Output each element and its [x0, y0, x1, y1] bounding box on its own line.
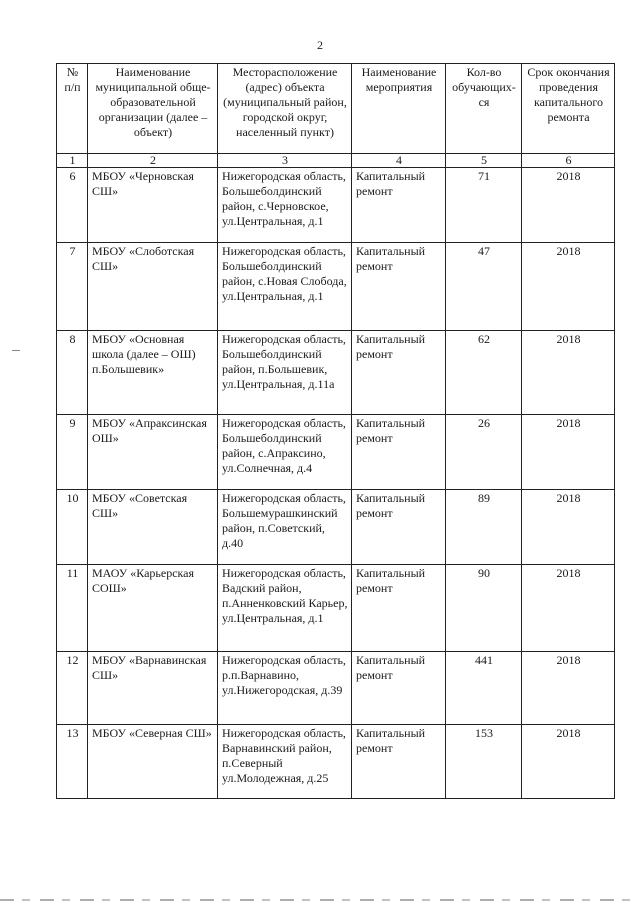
column-number: 4 [352, 154, 446, 168]
students-count: 90 [446, 565, 522, 652]
row-number: 9 [57, 415, 88, 490]
students-count: 47 [446, 243, 522, 331]
organization-address: Нижегородская область, Большеболдинский район, п.Большевик, ул.Центральная, д.11а [218, 331, 352, 415]
activity-name: Капитальный ремонт [352, 415, 446, 490]
deadline-year: 2018 [522, 168, 615, 243]
row-number: 8 [57, 331, 88, 415]
organization-name: МБОУ «Основная школа (далее – ОШ) п.Большевик» [88, 331, 218, 415]
deadline-year: 2018 [522, 243, 615, 331]
header-number: № п/п [57, 64, 88, 154]
organization-name: МБОУ «Советская СШ» [88, 490, 218, 565]
header-students: Кол-во обучающих-ся [446, 64, 522, 154]
organization-address: Нижегородская область, Большеболдинский район, с.Черновское, ул.Центральная, д.1 [218, 168, 352, 243]
organization-name: МАОУ «Карьерская СОШ» [88, 565, 218, 652]
table-row [57, 243, 615, 331]
table-row [57, 331, 615, 415]
row-number: 10 [57, 490, 88, 565]
row-number: 12 [57, 652, 88, 725]
organization-name: МБОУ «Северная СШ» [88, 725, 218, 799]
table-row [57, 725, 615, 799]
row-number: 7 [57, 243, 88, 331]
organization-address: Нижегородская область, р.п.Варнавино, ул.Нижегородская, д.39 [218, 652, 352, 725]
table-row [57, 415, 615, 490]
scan-bottom-edge [0, 899, 640, 901]
row-number: 11 [57, 565, 88, 652]
activity-name: Капитальный ремонт [352, 725, 446, 799]
column-number: 3 [218, 154, 352, 168]
organization-name: МБОУ «Апраксинская ОШ» [88, 415, 218, 490]
activity-name: Капитальный ремонт [352, 490, 446, 565]
students-count: 153 [446, 725, 522, 799]
deadline-year: 2018 [522, 652, 615, 725]
header-row [57, 64, 615, 154]
organization-address: Нижегородская область, Вадский район, п.Анненковский Карьер, ул.Центральная, д.1 [218, 565, 352, 652]
organization-name: МБОУ «Слоботская СШ» [88, 243, 218, 331]
students-count: 26 [446, 415, 522, 490]
header-deadline: Срок окончания проведения капитального ремонта [522, 64, 615, 154]
row-number: 6 [57, 168, 88, 243]
table-row [57, 168, 615, 243]
activity-name: Капитальный ремонт [352, 243, 446, 331]
column-number: 5 [446, 154, 522, 168]
activity-name: Капитальный ремонт [352, 168, 446, 243]
header-organization: Наименование муниципальной обще-образовательной организации (далее – объект) [88, 64, 218, 154]
table-row [57, 652, 615, 725]
row-number: 13 [57, 725, 88, 799]
organization-address: Нижегородская область, Варнавинский район, п.Северный ул.Молодежная, д.25 [218, 725, 352, 799]
activity-name: Капитальный ремонт [352, 565, 446, 652]
column-numbers-row [57, 154, 615, 168]
organization-address: Нижегородская область, Большеболдинский район, с.Новая Слобода, ул.Центральная, д.1 [218, 243, 352, 331]
students-count: 89 [446, 490, 522, 565]
organization-address: Нижегородская область, Большемурашкинский район, п.Советский, д.40 [218, 490, 352, 565]
organization-name: МБОУ «Черновская СШ» [88, 168, 218, 243]
deadline-year: 2018 [522, 415, 615, 490]
deadline-year: 2018 [522, 331, 615, 415]
table-row [57, 490, 615, 565]
scan-artifact [12, 350, 20, 354]
activity-name: Капитальный ремонт [352, 331, 446, 415]
deadline-year: 2018 [522, 565, 615, 652]
column-number: 2 [88, 154, 218, 168]
deadline-year: 2018 [522, 725, 615, 799]
header-activity: Наименование мероприятия [352, 64, 446, 154]
column-number: 1 [57, 154, 88, 168]
organization-address: Нижегородская область, Большеболдинский район, с.Апраксино, ул.Солнечная, д.4 [218, 415, 352, 490]
repair-schedule-table [56, 63, 615, 799]
students-count: 71 [446, 168, 522, 243]
table-row [57, 565, 615, 652]
page-number: 2 [317, 38, 323, 52]
students-count: 441 [446, 652, 522, 725]
organization-name: МБОУ «Варнавинская СШ» [88, 652, 218, 725]
activity-name: Капитальный ремонт [352, 652, 446, 725]
column-number: 6 [522, 154, 615, 168]
deadline-year: 2018 [522, 490, 615, 565]
header-address: Месторасположение (адрес) объекта (муниципальный район, городской округ, населенный пункт) [218, 64, 352, 154]
students-count: 62 [446, 331, 522, 415]
